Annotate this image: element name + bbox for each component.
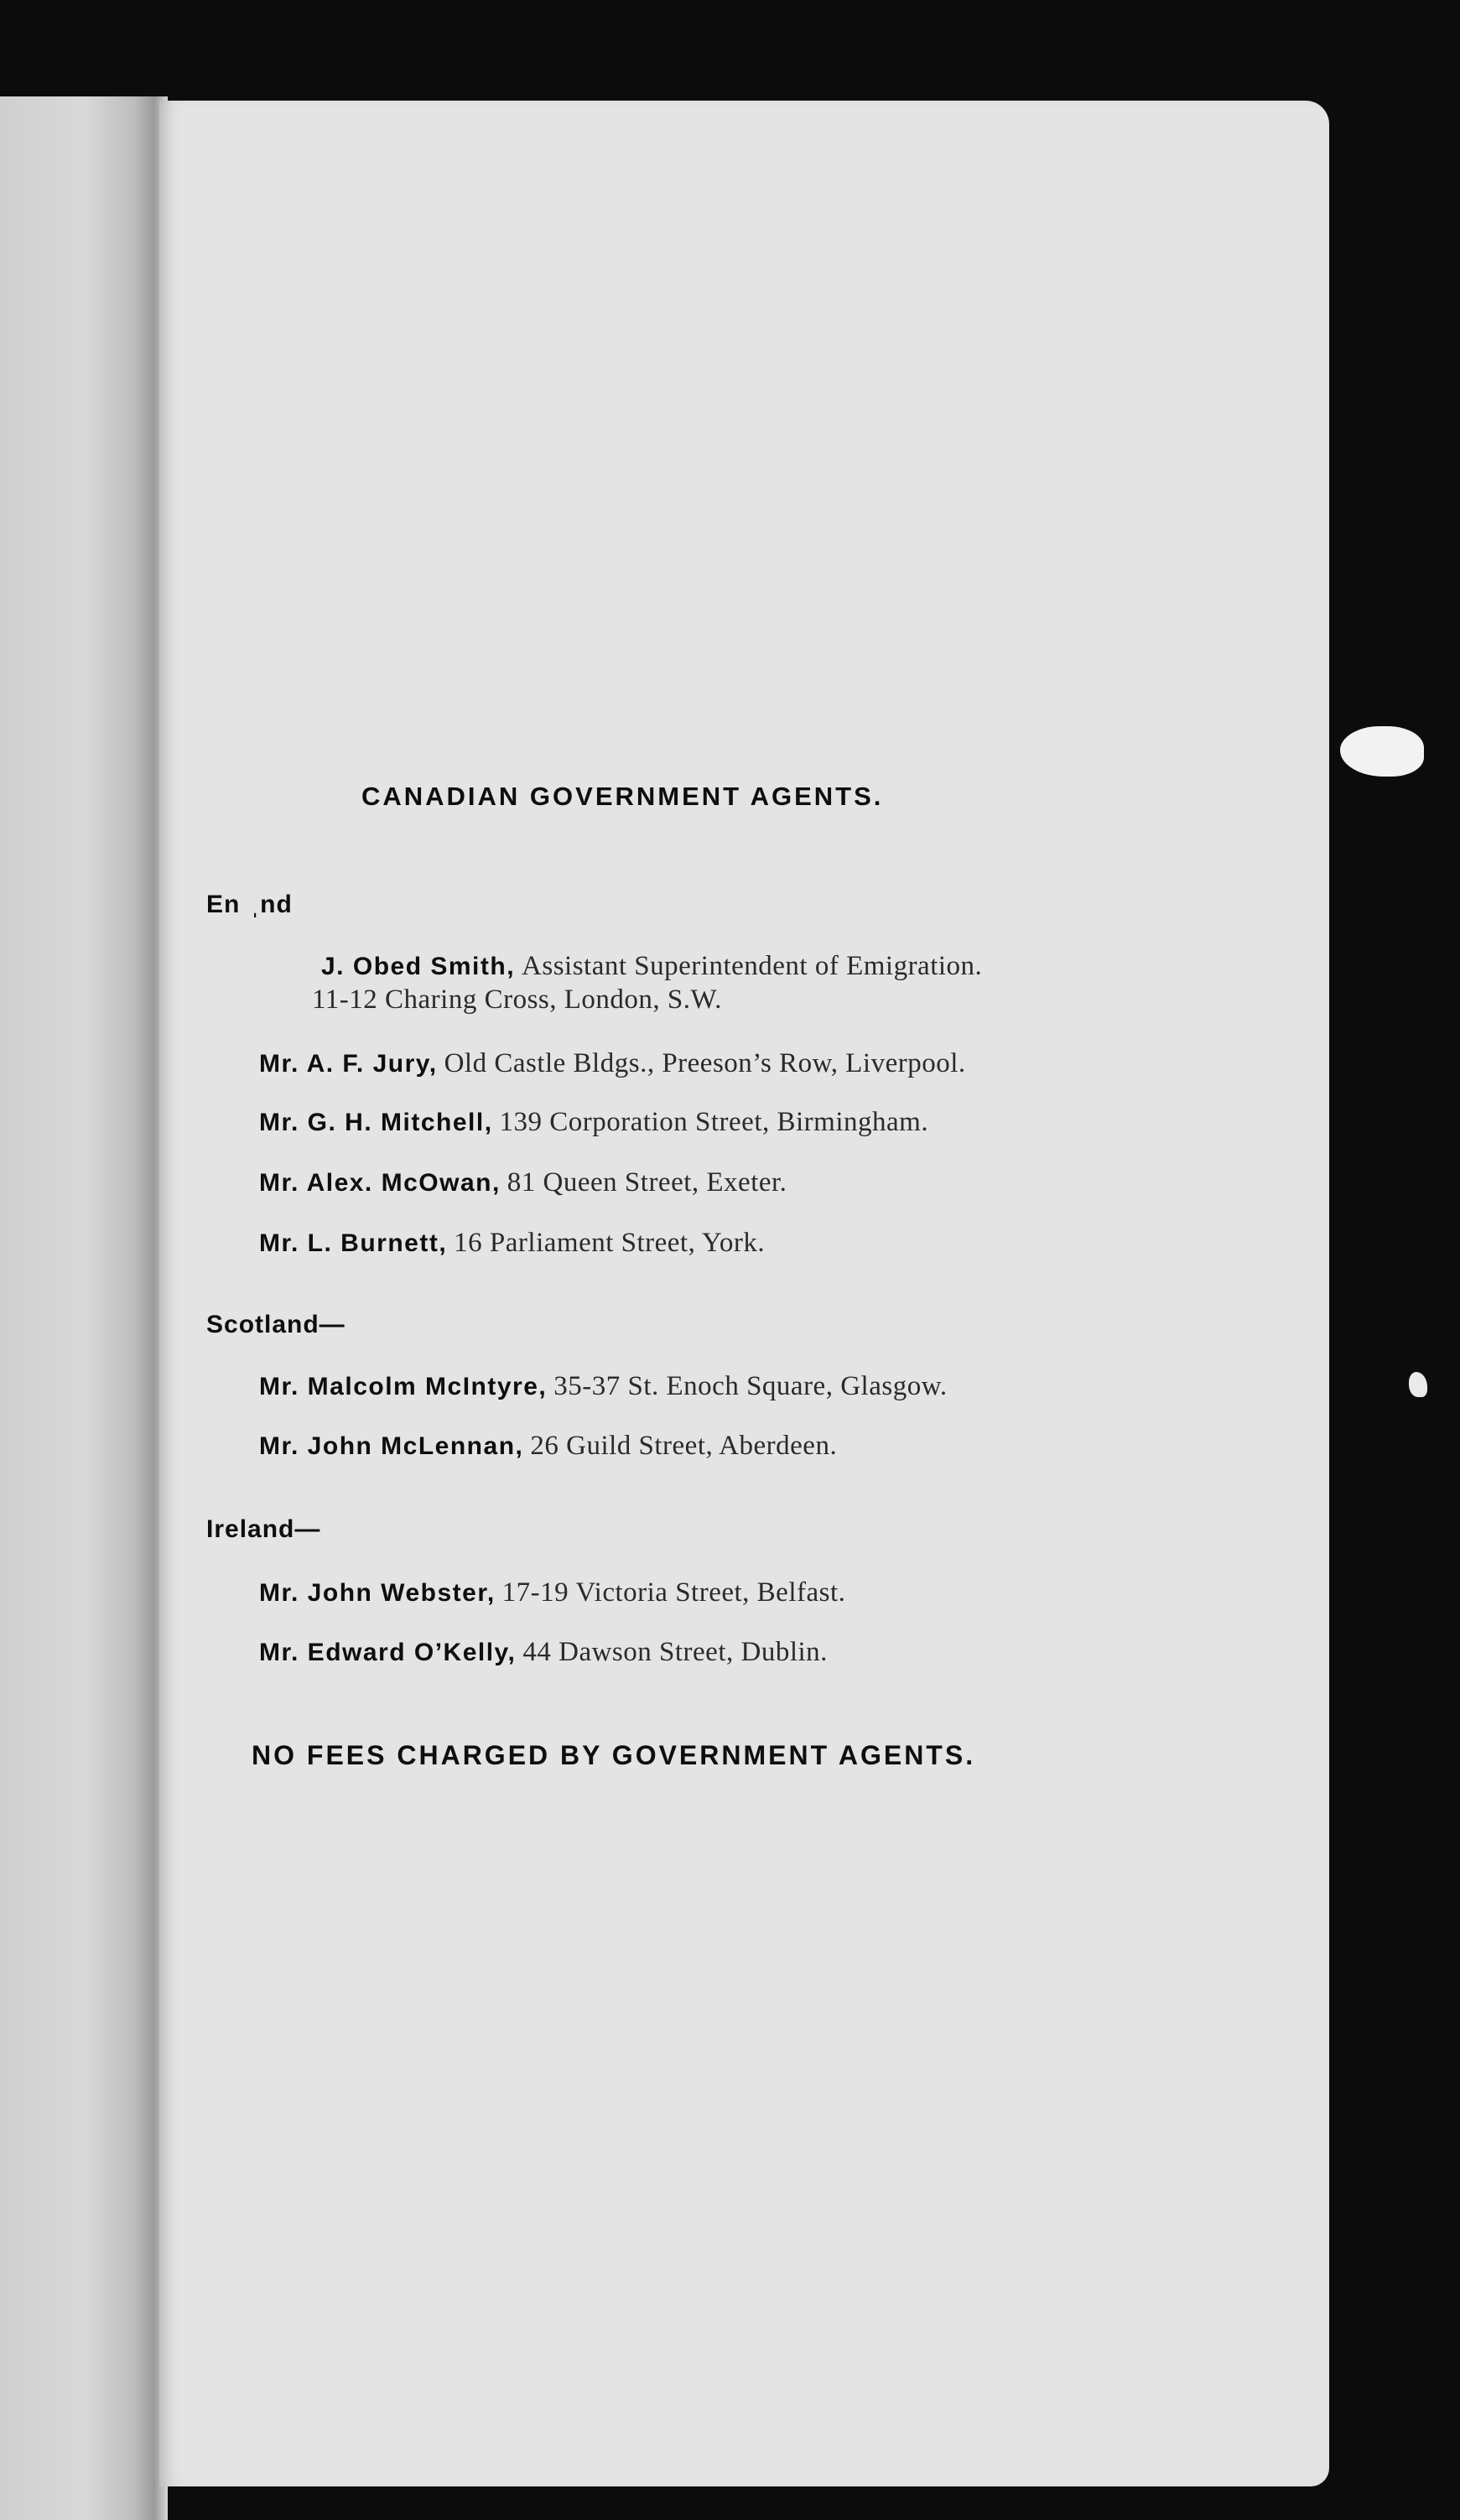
agent-name: J. Obed Smith, [321,953,516,980]
agent-name: Mr. A. F. Jury, [259,1050,438,1078]
agent-name: Mr. John McLennan, [259,1432,524,1460]
agent-address: 17-19 Victoria Street, Belfast. [501,1577,846,1608]
agent-entry [259,1166,787,1198]
book-page [159,101,1329,2486]
agent-address: Old Castle Bldgs., Preeson’s Row, Liverpool. [444,1048,966,1078]
agent-entry [259,1636,828,1668]
book-spine [0,96,168,2520]
agent-name: Mr. G. H. Mitchell, [259,1109,493,1136]
agent-name: Mr. Edward O’Kelly, [259,1639,517,1666]
agent-address: 26 Guild Street, Aberdeen. [530,1431,838,1461]
page-heading: CANADIAN GOVERNMENT AGENTS. [361,782,884,811]
agent-entry [259,1370,948,1402]
section-label-england: En ˌnd [206,891,293,918]
agent-entry-continuation [312,984,722,1016]
section-label-ireland: Ireland— [206,1515,321,1543]
page-footer-notice: NO FEES CHARGED BY GOVERNMENT AGENTS. [252,1740,976,1770]
agent-entry [321,950,982,982]
agent-entry [259,1047,966,1079]
agent-address: 35-37 St. Enoch Square, Glasgow. [553,1371,948,1401]
agent-entry [259,1430,837,1462]
agent-address: Assistant Superintendent of Emigration. [522,951,983,981]
agent-name: Mr. John Webster, [259,1579,496,1607]
agent-entry [259,1227,765,1259]
paper-speck [1409,1372,1427,1397]
agent-name: Mr. L. Burnett, [259,1229,448,1257]
agent-name: Mr. Alex. McOwan, [259,1169,501,1197]
agent-address-line-2: 11-12 Charing Cross, London, S.W. [312,985,722,1015]
agent-address: 81 Queen Street, Exeter. [507,1167,787,1198]
section-label-scotland: Scotland— [206,1311,346,1338]
agent-address: 139 Corporation Street, Birmingham. [499,1107,929,1137]
paper-blot [1340,726,1424,777]
agent-address: 16 Parliament Street, York. [454,1228,766,1258]
agent-name: Mr. Malcolm McIntyre, [259,1373,548,1400]
agent-entry [259,1106,928,1138]
agent-entry [259,1577,845,1608]
agent-address: 44 Dawson Street, Dublin. [522,1637,828,1667]
